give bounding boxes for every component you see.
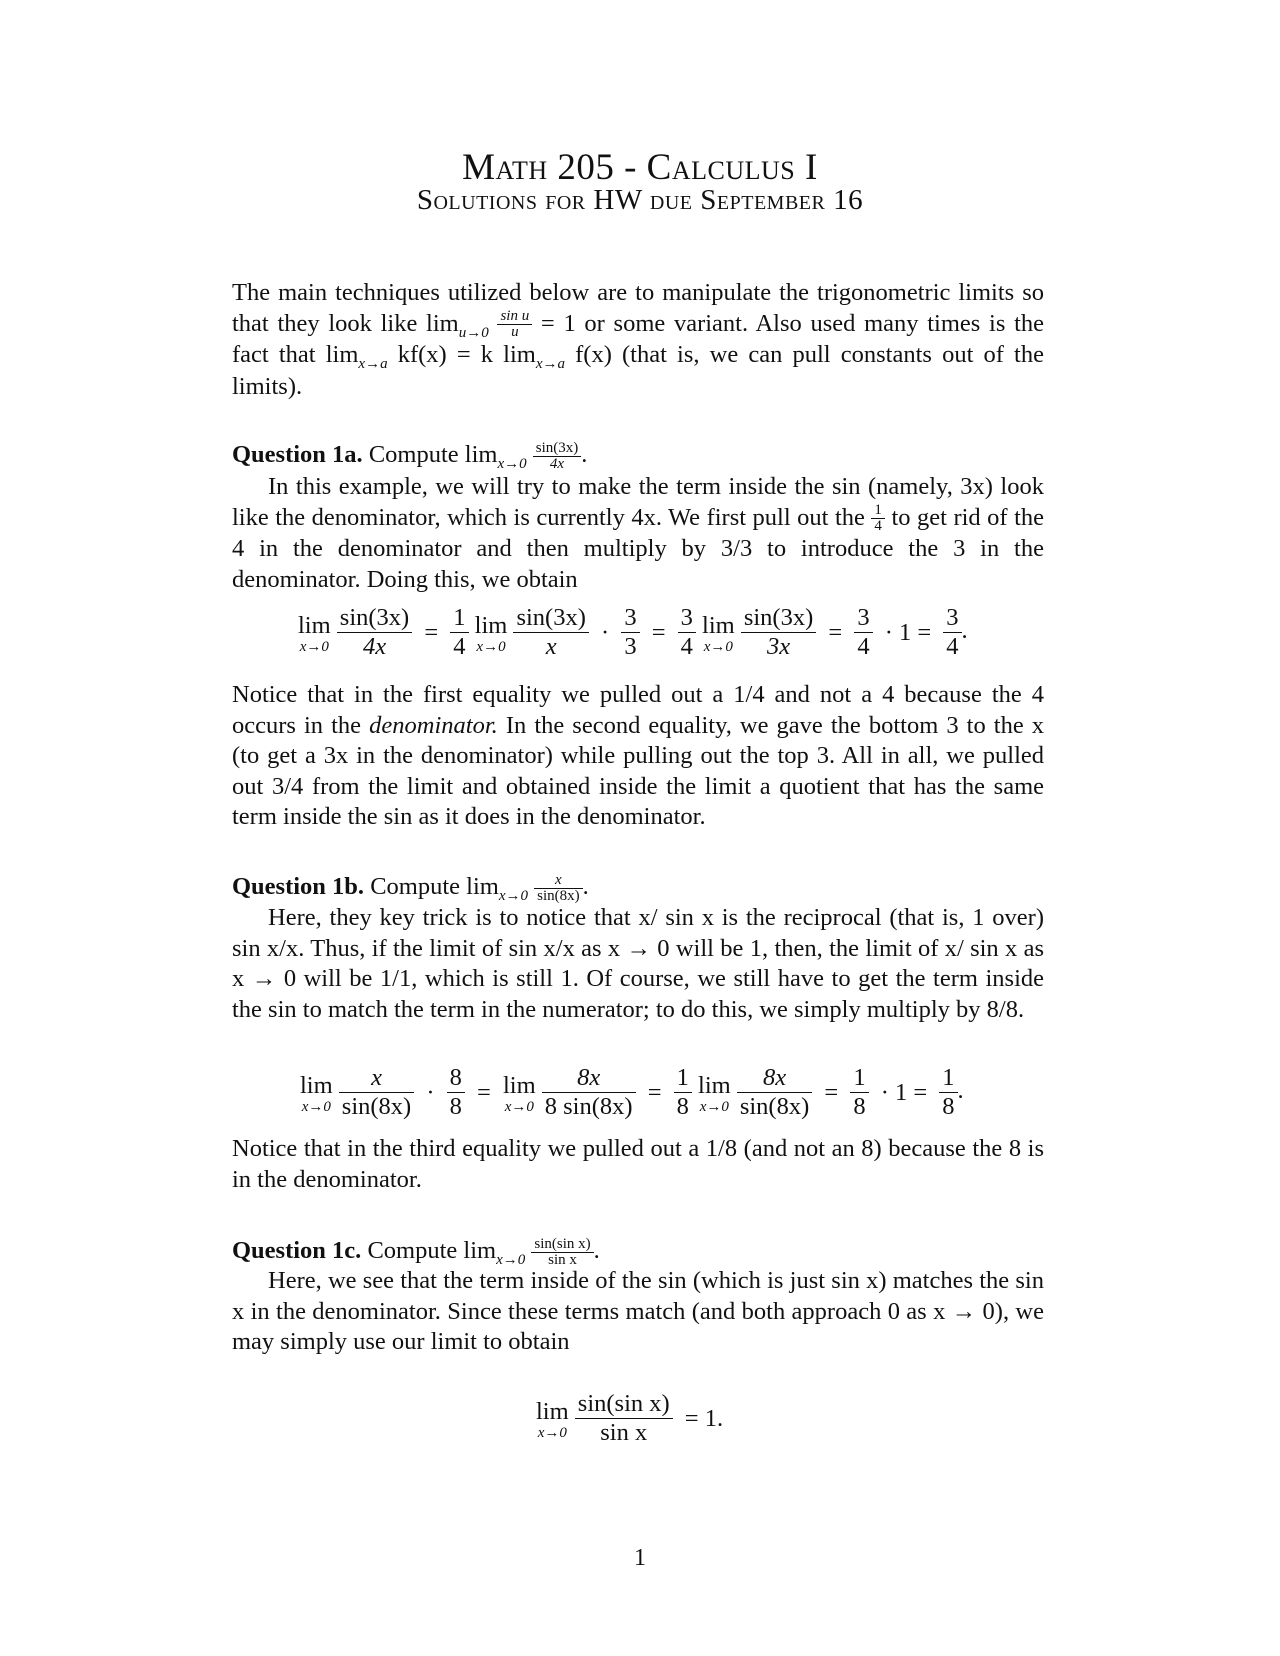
one-quarter-fraction: $\frac{1}{4}$ [871, 503, 885, 534]
lim-sub-xa: x→a [358, 356, 388, 373]
question-1b-body: Here, they key trick is to notice that x/ sin x is the reciprocal (that is, 1 over) sin x/x. Thus, if the limit of sin x/x as x → 0 will be 1, then, the limit of x/ sin x as x → 0 will be 1/1, which is still 1. Of course, we still have to get the term inside the sin to match the term in the numerator; to do this, we simply multiply by 8/8. [232, 904, 1044, 1023]
page-subtitle: Solutions for HW due September 16 [416, 184, 864, 216]
page-number: 1 [634, 1545, 646, 1571]
lim-sub-u0: u→0 [458, 324, 489, 341]
question-1c-heading: Question 1c. Compute $\lim_{x\to 0}$ $\frac{\text{sin(sin x)}}{\text{sin x}}$ . [232, 1235, 600, 1268]
intro-text-a: The main techniques utilized below are to manipulate the trigonometric limits so that they look like lim [232, 279, 1044, 337]
equation-1a: lim x→0 $\frac{\sin(3x)}{4x}$ = $\frac{1}{4}$ lim x→0 $\frac{\sin(3x)}{x}$ · $\frac{3}{3}$ = $\frac{3}{4}$ lim x→0 $\frac{\sin(3x)}{3x}$ = $\frac{3}{4}$ · 1 = $\frac{3}{4}$ . [298, 604, 968, 660]
intro-text-c: kf(x) = k lim [387, 341, 536, 369]
question-1a-notice: Notice that in the first equality we pulled out a 1/4 and not a 4 because the 4 occurs in the denominator. In the second equality, we gave the bottom 3 to the x (to get a 3x in the denominator) while pulling out the top 3. All in all, we pulled out 3/4 from the limit and obtained inside the limit a quotient that has the same term inside the sin as it does in the denominator. [232, 681, 1045, 830]
intro-paragraph [232, 278, 1044, 403]
equation-1b: lim x→0 $\frac{x}{\sin(8x)}$ · $\frac{8}{8}$ = lim x→0 $\frac{8x}{8 \sin(8x)}$ = $\frac{1}{8}$ lim x→0 $\frac{8x}{\sin(8x)}$ = $\frac{1}{8}$ · 1 = $\frac{1}{8}$ . [300, 1064, 964, 1120]
intro-text-b: = 1 or some variant. Also used many times is the fact that lim [232, 309, 1045, 369]
question-1a-label: Question 1a. [232, 441, 363, 468]
q1b-fraction: $\frac{x}{\sin(8x)}$ [534, 873, 583, 904]
question-1b-heading: Question 1b. Compute $\lim_{x\to 0}$ $\frac{x}{\sin(8x)}$ . [232, 871, 589, 904]
question-1c-body: Here, we see that the term inside of the sin (which is just sin x) matches the sin x in the denominator. Since these terms match (and both approach 0 as x → 0), we may simply use our limit to obtain [232, 1267, 1044, 1355]
question-1a-body: In this example, we will try to make the term inside the sin (namely, 3x) look like the denominator, which is currently 4x. We first pull out the $\frac{1}{4}$ to get rid of the 4 in the denominator and then multiply by 3/3 to introduce the 3 in the denominator. Doing this, we obtain [232, 473, 1045, 593]
question-1b-notice: Notice that in the third equality we pulled out a 1/8 (and not an 8) because the 8 is in the denominator. [232, 1135, 1044, 1193]
question-1b-label: Question 1b. [232, 873, 365, 900]
equation-1c: lim x→0 $\frac{\text{sin(sin x)}}{\text{sin x}}$ = 1. [536, 1390, 724, 1446]
lim-sub-xa-2: x→a [535, 356, 566, 373]
question-1a-heading: Question 1a. Compute $\lim_{x\to 0}$ $\frac{\sin(3x)}{4x}$ . [232, 439, 588, 472]
sinu-over-u: $\frac{\text{sin u}}{u}$ [497, 309, 532, 340]
question-1c-label: Question 1c. [232, 1237, 362, 1264]
q1a-fraction: $\frac{\sin(3x)}{4x}$ [533, 441, 582, 472]
page-title: Math 205 - Calculus I [462, 147, 818, 188]
intro-text-d: f(x) (that is, we can pull constants out of the limits). [232, 341, 1044, 401]
q1c-fraction: $\frac{\text{sin(sin x)}}{\text{sin x}}$ [531, 1237, 593, 1268]
